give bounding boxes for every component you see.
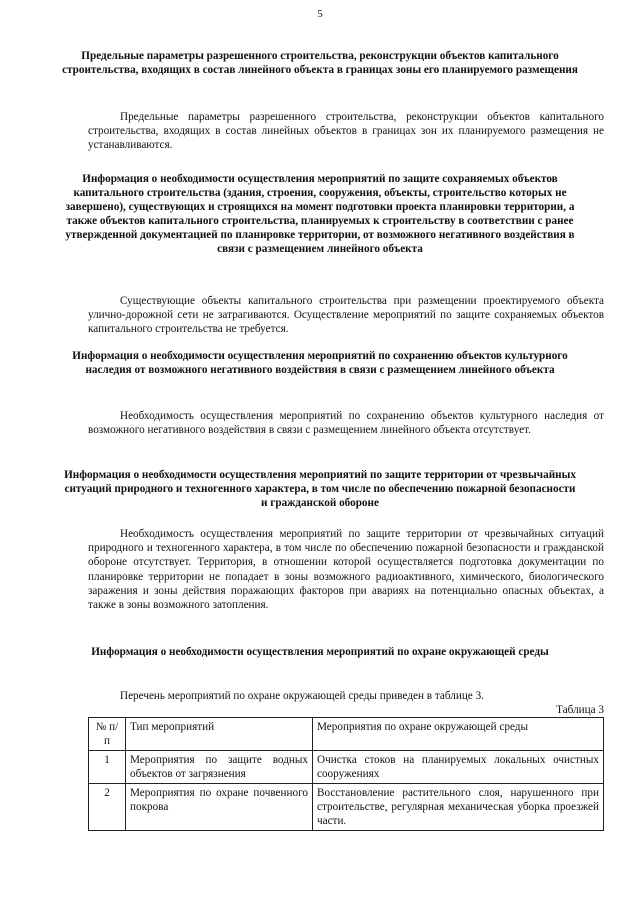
section-text-protection: Существующие объекты капитального строительства при размещении проектируемого объекта улично-дорожной сети не затрагиваются. Осуществление мероприятий по защите сохраняемых объектов капитального строительства не требуется. xyxy=(88,295,604,336)
section-heading-limits: Предельные параметры разрешенного строительства, реконструкции объектов капитального строительства, входящих в состав линейного объекта в границах зоны его планируемого размещения xyxy=(62,50,578,76)
row-number: 1 xyxy=(89,751,126,784)
row-measures: Очистка стоков на планируемых локальных очистных сооружениях xyxy=(313,751,604,784)
section-heading-heritage: Информация о необходимости осуществления мероприятий по сохранению объектов культурного наследия от возможного негативного воздействия в связи с размещением линейного объекта xyxy=(72,350,568,376)
section-heading-environment: Информация о необходимости осуществления мероприятий по охране окружающей среды xyxy=(91,646,549,658)
row-measures: Восстановление растительного слоя, нарушенного при строительстве, регулярная механическая уборка проезжей части. xyxy=(313,784,604,831)
table-row xyxy=(89,751,604,784)
header-number: № п/п xyxy=(89,718,126,751)
table-caption: Таблица 3 xyxy=(556,704,604,716)
row-number: 2 xyxy=(89,784,126,831)
environment-measures-table xyxy=(88,717,604,831)
section-text-emergency: Необходимость осуществления мероприятий по защите территории от чрезвычайных ситуаций природного и техногенного характера, в том числе по обеспечению пожарной безопасности и гражданской обороне отсутствует. Территория, в отношении которой осуществляется подготовка документации по планировке территории не попадает в зоны возможного радиоактивного, химического, биологического заражения и зоны действия поражающих факторов при авариях на потенциально опасных объектах, а также в зоны возможного затопления. xyxy=(88,528,604,612)
header-type: Тип мероприятий xyxy=(126,718,313,751)
section-text-heritage: Необходимость осуществления мероприятий по сохранению объектов культурного наследия от возможного негативного воздействия в связи с размещением линейного объекта отсутствует. xyxy=(88,410,604,437)
row-type: Мероприятия по охране почвенного покрова xyxy=(126,784,313,831)
page-number: 5 xyxy=(317,8,323,20)
section-text-limits: Предельные параметры разрешенного строительства, реконструкции объектов капитального строительства, входящих в состав линейных объектов в границах зон их планируемого размещения не устанавливаются. xyxy=(88,111,604,152)
table-row xyxy=(89,784,604,831)
table-header-row xyxy=(89,718,604,751)
section-heading-emergency: Информация о необходимости осуществления мероприятий по защите территории от чрезвычайных ситуаций природного и техногенного характера, в том числе по обеспечению пожарной безопасности и гражданской обороне xyxy=(64,469,576,509)
header-measures: Мероприятия по охране окружающей среды xyxy=(313,718,604,751)
section-heading-protection: Информация о необходимости осуществления мероприятий по защите сохраняемых объектов капитального строительства (здания, строения, сооружения, объекты, строительство которых не завершено), существующих и строящихся на момент подготовки проекта планировки территории, а также объектов капитального строительства, планируемых к строительству в соответствии с ранее утвержденной документацией по планировке территории, от возможного негативного воздействия в связи с размещением линейного объекта xyxy=(65,173,575,255)
row-type: Мероприятия по защите водных объектов от загрязнения xyxy=(126,751,313,784)
table-reference-text: Перечень мероприятий по охране окружающей среды приведен в таблице 3. xyxy=(120,690,484,702)
